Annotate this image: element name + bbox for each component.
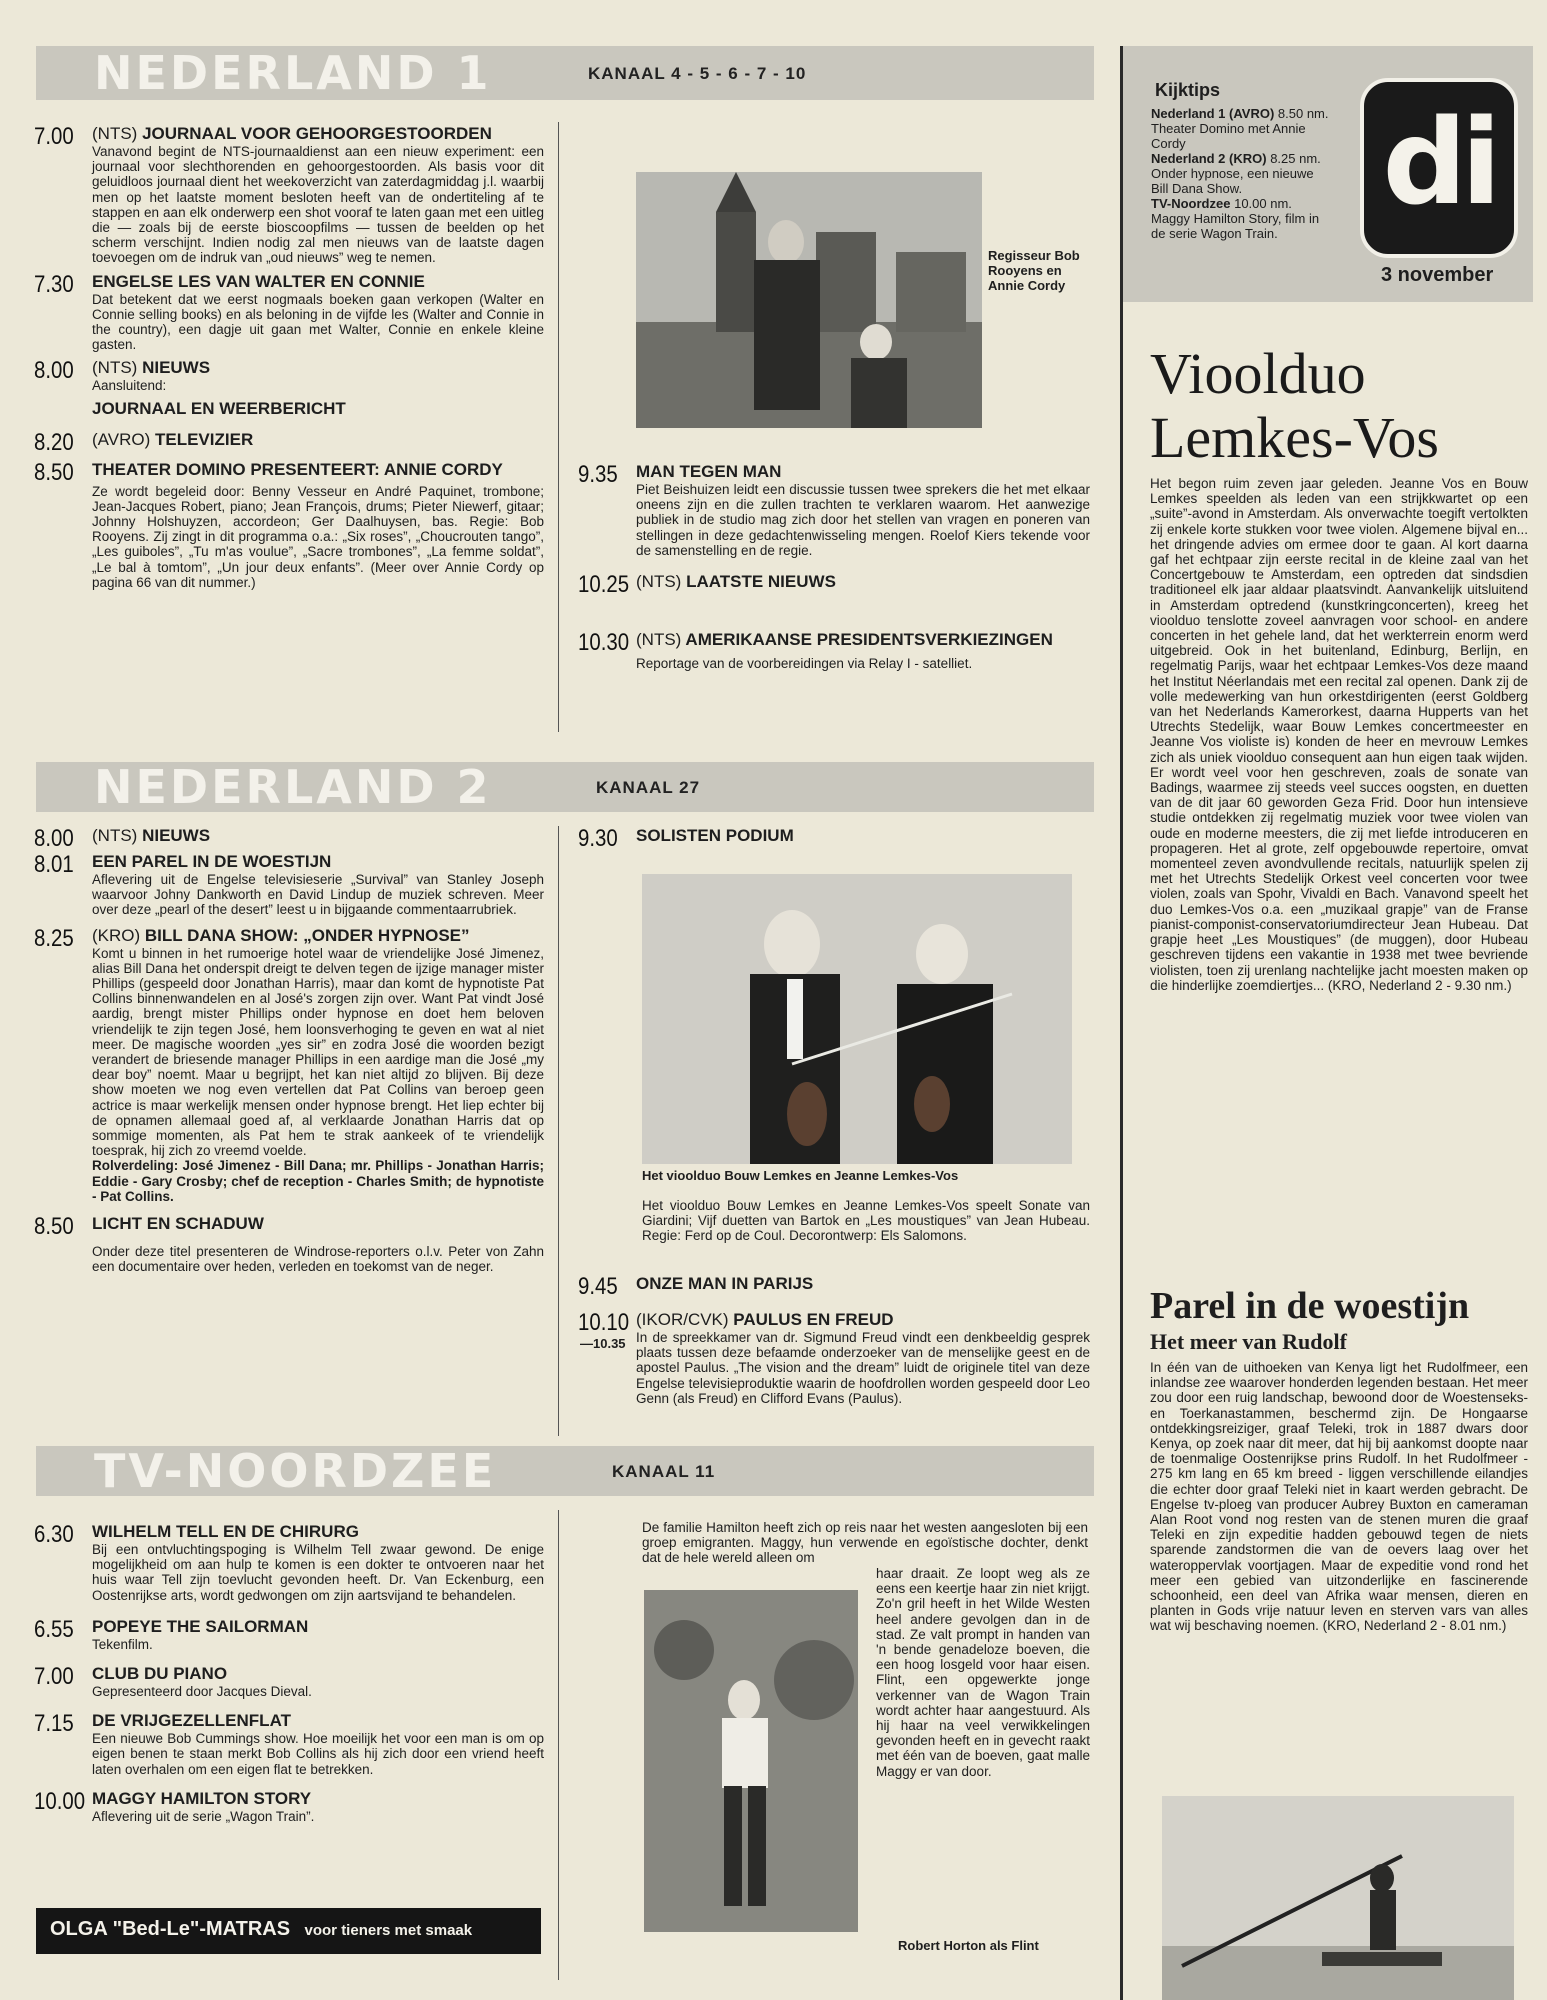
program-description: Dat betekent dat we eerst nogmaals boeken gaan verkopen (Walter en Connie selling books) en als beloning in de vijfde les (Walter and Connie in the country), een dagje uit gaan met Walter, Connie en enkele kleine gasten. [92, 291, 544, 353]
program-end-time: —10.35 [580, 1336, 626, 1351]
violin-duo-photo-illustration [642, 874, 1072, 1164]
nl2-right-column-2 [578, 1274, 1090, 1406]
nl1-program-3 [34, 428, 544, 456]
kijktip-1 [1151, 151, 1331, 196]
program-title [92, 852, 544, 872]
program-description: Reportage van de voorbereidingen via Relay I - satelliet. [636, 656, 973, 672]
ad-slogan: voor tieners met smaak [304, 1922, 473, 1939]
tvn-story-side: haar draait. Ze loopt weg als ze eens een keertje haar zin niet krijgt. Zo'n gril heeft in het Wilde Westen heel andere gevolgen dan in de stad. Ze valt prompt in handen van 'n bende genadeloze boeven, die een hoog losgeld voor haar eisen. Flint, een opgewerkte jonge verkenner van de Wagon Train wordt achter haar aangestuurd. Als hij haar na veel verwikkelingen gevonden heeft en in gevecht raakt met één van de boeven, gaat malle Maggy er van door. [876, 1566, 1090, 1779]
nl1-program-right-1 [578, 571, 1090, 599]
nl1-photo [636, 172, 982, 428]
program-description: Vanavond begint de NTS-journaaldienst aan een nieuw experiment: een journaal voor slechthorenden en gehoorgestoorden. Als basis voor dit geluidloos journaal dient het weekoverzicht van zaterdagmiddag j.l. waarbij men op het laatste moment besloten heeft van de ondertiteling af te stappen en aan elk onderwerp een shot vooraf te laten gaan met een uitleg die — zoals bij de eerste bioscoopfilms — tussen de beelden op het scherm verschijnt. Indien nodig zal men nieuws van de laatste dagen toevoegen om de indruk van „oud nieuws” weg te nemen. [92, 144, 544, 266]
program-description: Aflevering uit de serie „Wagon Train”. [92, 1808, 315, 1824]
nl2-photo [642, 874, 1072, 1164]
program-description: Een nieuwe Bob Cummings show. Hoe moeilijk het voor een man is om op eigen benen te staan merkt Bob Collins als hij zich door een vriend heeft laten overhalen om een eigen flat te betrekken. [92, 1731, 544, 1777]
nl2-column-divider [558, 826, 559, 1436]
program-description: Tekenfilm. [92, 1636, 153, 1652]
lake-photo [1162, 1796, 1514, 2000]
nl2-program-right2-1 [578, 1310, 1090, 1406]
article-parel-subtitle: Het meer van Rudolf [1150, 1329, 1347, 1354]
nl1-kanaal: KANAAL 4 - 5 - 6 - 7 - 10 [588, 64, 807, 83]
tvn-kanaal: KANAAL 11 [612, 1462, 716, 1481]
tvn-left-column [34, 1522, 544, 1824]
nl2-kanaal: KANAAL 27 [596, 778, 701, 797]
program-title-text: NIEUWS [142, 358, 211, 378]
program-time: 7.00 [34, 1663, 74, 1691]
nl1-program-right-0 [578, 462, 1090, 558]
program-description: In de spreekkamer van dr. Sigmund Freud vindt een denkbeeldig gesprek plaats tussen deze befaamde onderzoeker van de menselijke geest en de apostel Paulus. „The vision and the dream” luidt de originele titel van deze Engelse televisieproduktie waarin de hoofdrollen worden gespeeld door Leo Genn (als Freud) en Clifford Evans (Paulus). [636, 1330, 1090, 1406]
program-title [636, 826, 1090, 846]
program-title [92, 1522, 544, 1542]
program-title [636, 462, 1090, 482]
program-time: 8.25 [34, 924, 74, 952]
article-parel-title: Parel in de woestijn [1150, 1285, 1470, 1327]
ad-brand: OLGA "Bed-Le"-MATRAS [50, 1918, 291, 1940]
nl2-program-1 [34, 852, 544, 918]
program-broadcaster: (AVRO) [92, 429, 151, 449]
program-title-text: DE VRIJGEZELLENFLAT [92, 1711, 291, 1731]
tvn-program-1 [34, 1617, 544, 1652]
tvn-column-divider [558, 1510, 559, 1980]
lake-rudolf-photo-illustration [1162, 1796, 1514, 2000]
kijktip-2 [1151, 196, 1331, 241]
program-title [92, 926, 544, 946]
nl2-band [36, 762, 1094, 812]
program-description: Gepresenteerd door Jacques Dieval. [92, 1684, 312, 1700]
program-title-text: POPEYE THE SAILORMAN [92, 1616, 309, 1636]
program-broadcaster: (NTS) [92, 826, 138, 845]
program-broadcaster: (KRO) [92, 925, 141, 945]
program-time: 7.15 [34, 1710, 74, 1738]
program-broadcaster: (NTS) [636, 630, 682, 650]
program-time: 8.50 [34, 1213, 74, 1241]
nl2-program-3 [34, 1214, 544, 1274]
nl1-band [36, 46, 1094, 100]
program-broadcaster: (IKOR/CVK) [636, 1310, 729, 1329]
nl1-program-2 [34, 358, 544, 419]
program-description: Piet Beishuizen leidt een discussie tussen twee sprekers die het met elkaar oneens zijn en die zullen trachten te verklaren waarom. Het aanwezige publiek in de studio mag zich door het stellen van vragen en poneren van stellingen in deze gedachtenwisseling mengen. Roelof Kiers tekende voor de samenstelling en de regie. [636, 482, 1090, 558]
program-broadcaster: (NTS) [636, 572, 682, 592]
program-description: Komt u binnen in het rumoerige hotel waar de vriendelijke José Jimenez, alias Bill Dana het onderspit dreigt te delven tegen de ijzige manager mister Phillips (gespeeld door Jonathan Harris), maar dan komt de hypnotiste Pat Collins binnenwandelen en al José's zorgen zijn over. Want Pat vindt José aardig, brengt mister Phillips onder hypnose en doet hem beloven vriendelijk te zijn tegen José, hem loonsverhoging te geven en wat al niet meer. De magische woorden „yes sir” en zodra José die woorden bezigt verandert de briesende manager Phillips in een aardige man die José „my dear boy” noemt. Maar u begrijpt, het kan niet altijd zo blijven. Bij deze show moeten we nog even vertellen dat Pat Collins van beroep geen actrice is maar werkelijk mensen onder hypnose brengt. Het liep echter bij de opnamen allemaal goed af, al verklaarde Jonathan Harris dat op sommige momenten, als Pat hem te strak aankeek of te vriendelijk toesprak, hij zich zo vreemd voelde. [92, 945, 544, 1159]
program-title [636, 1274, 1090, 1294]
tvn-program-3 [34, 1711, 544, 1777]
kijktips-list [1151, 106, 1331, 241]
program-time: 9.45 [578, 1273, 618, 1300]
program-time: 8.00 [34, 825, 74, 852]
program-title [92, 460, 544, 480]
tvn-story-top: De familie Hamilton heeft zich op reis naar het westen aangesloten bij een groep emigranten. Maggy, hun verwende en egoïstische dochter, denkt dat de hele wereld alleen om [642, 1520, 1088, 1566]
program-title-text: WILHELM TELL EN DE CHIRURG [92, 1522, 359, 1541]
nl1-title: NEDERLAND 1 [94, 46, 492, 100]
program-title [92, 124, 544, 144]
program-description: Bij een ontvluchtingspoging is Wilhelm Tell zwaar gewond. De enige mogelijkheid om aan hulp te komen is een dokter te ontvoeren naar het huis waar Tell zijn toevlucht gevonden heeft. Dr. Van Eckenburg, een Oostenrijkse arts, wordt gedwongen om zijn aartsvijand te behandelen. [92, 1542, 544, 1603]
nl2-title: NEDERLAND 2 [94, 760, 492, 814]
kijktip-channel: Nederland 1 (AVRO) [1151, 106, 1275, 121]
tvn-title: TV-NOORDZEE [94, 1444, 497, 1498]
nl2-photo-text: Het vioolduo Bouw Lemkes en Jeanne Lemkes-Vos speelt Sonate van Giardini; Vijf duetten van Bartok en „Les moustiques” van Jean Hubeau. Regie: Ferd op de Coul. Decorontwerp: Els Salomons. [642, 1198, 1090, 1244]
program-time: 7.30 [34, 270, 74, 298]
nl1-program-1 [34, 272, 544, 353]
program-title [636, 572, 1090, 592]
nl2-program-right2-0 [578, 1274, 1090, 1310]
program-title [92, 1214, 544, 1234]
tvn-band [36, 1446, 1094, 1496]
program-time: 10.30 [578, 629, 630, 657]
program-time: 9.35 [578, 461, 618, 488]
program-broadcaster: (NTS) [92, 124, 138, 143]
program-title [92, 826, 544, 846]
kijktip-text: 10.00 nm. Maggy Hamilton Story, film in de serie Wagon Train. [1151, 196, 1320, 241]
article-parel [1150, 1284, 1528, 1634]
program-time: 8.01 [34, 851, 74, 878]
program-description: Onder deze titel presenteren de Windrose-reporters o.l.v. Peter von Zahn een documentaire over heden, verleden en toekomst van de neger. [92, 1244, 544, 1275]
program-title-text: LAATSTE NIEUWS [686, 572, 836, 592]
program-time: 6.30 [34, 1521, 74, 1548]
nl1-photo-caption: Regisseur Bob Rooyens en Annie Cordy [988, 248, 1080, 293]
ad-banner [36, 1908, 541, 1954]
nl1-left-column [34, 124, 544, 590]
nl1-program-right-2 [578, 630, 1090, 671]
program-time: 8.00 [34, 357, 74, 385]
program-title [92, 1711, 544, 1731]
nl2-program-0 [34, 826, 544, 852]
sidebar-rule [1120, 46, 1123, 2000]
program-title-text: SOLISTEN PODIUM [636, 826, 794, 845]
program-title [92, 1664, 544, 1684]
program-title [92, 430, 544, 450]
kijktip-text: 8.25 nm. Onder hypnose, een nieuwe Bill Dana Show. [1151, 151, 1321, 196]
program-title-text: BILL DANA SHOW: „ONDER HYPNOSE” [144, 925, 470, 945]
cowboy-photo-illustration [644, 1590, 858, 1932]
nl1-program-0 [34, 124, 544, 266]
program-time: 10.25 [578, 571, 630, 599]
program-time: 6.55 [34, 1615, 74, 1643]
nl2-program-2 [34, 926, 544, 1204]
kijktip-text: 8.50 nm. Theater Domino met Annie Cordy [1151, 106, 1329, 151]
tvn-program-4 [34, 1789, 544, 1824]
program-description: Ze wordt begeleid door: Benny Vesseur en André Paquinet, trombone; Jean-Jacques Robert, piano; Jean François, drums; Pieter Niewerf, gitaar; Johnny Holshuyzen, accordeon; Ger Daalhuysen, bas. Regie: Bob Rooyens. Zij zingt in dit programma o.a.: „Six roses”, „Choucrouten tango”, „Les guiboles”, „Tu m'as voulue”, „Sacre trombones”, „La femme soldat”, „Le bal à tomtom”, „Un jour deux enfants”. (Meer over Annie Cordy op pagina 66 van dit nummer.) [92, 483, 544, 590]
program-description: Aflevering uit de Engelse televisieserie „Survival” van Stanley Joseph waarvoor Johny Dankworth en David Lindup de muziek schreven. Meer over deze „pearl of the desert” leest u in bijgaande commentaarrubriek. [92, 872, 544, 918]
nl2-program-right-0 [578, 825, 1090, 852]
program-broadcaster: (NTS) [92, 358, 138, 378]
nl1-right-column [578, 462, 1090, 671]
program-title [92, 1617, 544, 1637]
program-title [92, 1789, 544, 1809]
article-vioolduo-text: Het begon ruim zeven jaar geleden. Jeanne Vos en Bouw Lemkes speelden als leden van een strijkkwartet op een „suite”-avond in Amsterdam. Als onverwachte toegift vertolkten zij enkele korte stukken voor twee violen. Algemene bijval en... het dringende advies om ermee door te gaan. Al kort daarna gaf het echtpaar zijn eerste recital in de kleine zaal van het Concertgebouw te Amsterdam, een optreden dat sindsdien traditioneel elk jaar aldaar plaatsvindt. Aanvankelijk uitsluitend in Amsterdam optredend (kunstkringconcerten), kreeg het vioolduo tenslotte zoveel aanvragen voor school- en andere concerten in het gehele land, dat het werkterrein enorm werd uitgebreid. Ook in het buitenland, Edinburg, Berlijn, en regelmatig Parijs, waar het echtpaar Lemkes-Vos deze maand het Institut Néerlandais met een recital zal openen. Dank zij de volle medewerking van hun orkestdirigenten (eerst Goldberg van het Nederlands Kamerorkest, daarna Hupperts van het Utrechts Stedelijk, waar Bouw Lemkes concertmeester en Jeanne Vos violiste is) konden de heer en mevrouw Lemkes zich als uniek vioolduo consequent aan hun eigen taak wijden. Er wordt veel voor hen geschreven, zoals de sonate van Badings, waarmee zij steeds veel succes oogsten, en duetten van de dit jaar 60 geworden Geza Frid. Door hun intensieve studie ontdekken zij regelmatig muziek voor twee violen van oude en moderne meesters, die zij met liefde introduceren en propageren. Het al grote, zelf opgebouwde repertoire, omvat momenteel zeven avondvullende recitals, natuurlijk spelen zij met het Utrechts Stedelijk Orkest veel concerten voor twee violen, zoals van Spohr, Vivaldi en Bach. Vanavond speelt het duo Lemkes-Vos o.a. een „muzikaal grapje” van de Franse pianist-componist-conservatoriumdirecteur Jean Hubeau. Dat grapje heet „Les Moustiques” (de muggen), door Hubeau geschreven tijdens een vakantie in 1938 met twee bevriende violisten, toen zij urenlang nachtelijke jacht moesten maken op die hinderlijke zoemdiertjes... (KRO, Nederland 2 - 9.30 nm.) [1150, 476, 1528, 993]
program-title-text: JOURNAAL VOOR GEHOORGESTOORDEN [142, 124, 492, 143]
nl1-column-divider [558, 122, 559, 732]
program-time: 10.10 [578, 1309, 630, 1336]
program-subtitle: JOURNAAL EN WEERBERICHT [92, 398, 346, 418]
nl1-program-4 [34, 460, 544, 590]
program-time: 9.30 [578, 825, 618, 852]
program-title-text: CLUB DU PIANO [92, 1664, 228, 1684]
program-title-text: PAULUS EN FREUD [733, 1310, 894, 1329]
program-title-text: ONZE MAN IN PARIJS [636, 1274, 814, 1293]
program-time: 8.20 [34, 428, 74, 456]
nl2-photo-caption: Het vioolduo Bouw Lemkes en Jeanne Lemkes-Vos [642, 1168, 959, 1183]
program-title-text: NIEUWS [142, 826, 211, 845]
program-title-text: TELEVIZIER [154, 429, 254, 449]
kijktip-0 [1151, 106, 1331, 151]
program-title [92, 272, 544, 292]
program-title-text: EEN PAREL IN DE WOESTIJN [92, 852, 332, 871]
tvn-program-2 [34, 1664, 544, 1699]
program-description: Aansluitend: [92, 378, 167, 394]
amsterdam-photo-illustration [636, 172, 982, 428]
article-parel-text: In één van de uithoeken van Kenya ligt het Rudolfmeer, een inlandse zee waarover honderden legenden bestaan. Het meer zou door een ruig landschap, bewoond door de Woestenseks- en Toerkanastammen, beschermd zijn. De Hongaarse ontdekkingsreiziger, graaf Teleki, trok in 1887 dwars door Kenya, op zoek naar dit meer, dat hij bij aankomst doopte naar de toenmalige Oostenrijkse prins Rudolf. In het Rudolfmeer - 275 km lang en 65 km breed - liggen verschillende eilandjes die echter door graaf Teleki niet in kaart werden gebracht. De Engelse tv-ploeg van producer Aubrey Buxton en cameraman Alan Root vond nog resten van de stenen muren die graaf Teleki en zijn expeditie hadden gebouwd tegen de niets sparende zandstormen die van de oevers laag over het wateroppervlak voortjagen. Maar de expeditie vond rond het meer een gebied van uitzonderlijke en fascinerende schoonheid, een deel van Afrika waar mensen, dieren en planten in Gods vrije natuur leven en sterven vars van alles wat wij beschaving noemen. (KRO, Nederland 2 - 8.01 nm.) [1150, 1360, 1528, 1634]
program-title [92, 358, 544, 378]
program-title-text: MAN TEGEN MAN [636, 462, 782, 481]
tvn-photo [644, 1590, 858, 1932]
nl2-left-column [34, 826, 544, 1274]
tvn-photo-caption: Robert Horton als Flint [898, 1938, 1039, 1953]
date-label: 3 november [1381, 264, 1494, 286]
tvn-program-0 [34, 1522, 544, 1603]
program-title-text: ENGELSE LES VAN WALTER EN CONNIE [92, 271, 425, 291]
kijktip-channel: Nederland 2 (KRO) [1151, 151, 1267, 166]
kijktips-title: Kijktips [1155, 80, 1221, 100]
kijktips-box [1123, 46, 1533, 302]
day-badge [1360, 78, 1518, 258]
program-time: 8.50 [34, 458, 74, 486]
program-time: 7.00 [34, 123, 74, 150]
program-title-text: MAGGY HAMILTON STORY [92, 1788, 312, 1808]
program-title-text: AMERIKAANSE PRESIDENTSVERKIEZINGEN [685, 630, 1053, 650]
program-title-text: LICHT EN SCHADUW [92, 1214, 264, 1234]
program-title [636, 1310, 1090, 1330]
program-time: 10.00 [34, 1787, 86, 1815]
program-title-text: THEATER DOMINO PRESENTEERT: ANNIE CORDY [92, 459, 503, 479]
article-vioolduo [1150, 342, 1528, 993]
day-label: di [1382, 93, 1496, 231]
article-vioolduo-title: Vioolduo Lemkes-Vos [1150, 341, 1439, 470]
kijktip-channel: TV-Noordzee [1151, 196, 1231, 211]
program-title [636, 630, 1090, 650]
program-cast: Rolverdeling: José Jimenez - Bill Dana; mr. Phillips - Jonathan Harris; Eddie - Gary Crosby; chef de reception - Charles Smith; de hypnotiste - Pat Collins. [92, 1158, 544, 1204]
nl2-right-column [578, 825, 1090, 852]
